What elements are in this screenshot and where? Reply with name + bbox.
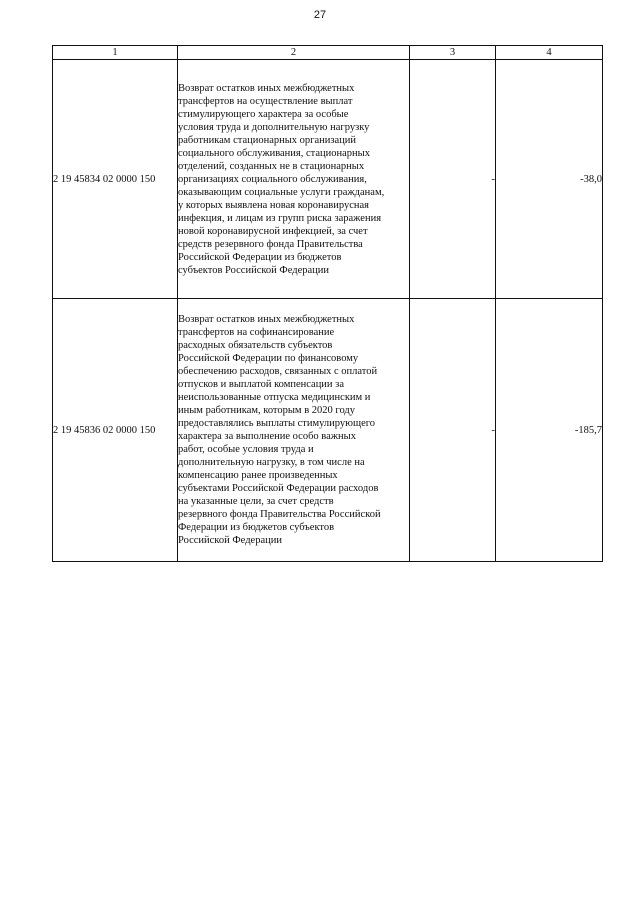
description-line: резервного фонда Правительства Российской bbox=[178, 509, 381, 520]
description-line: субъектами Российской Федерации расходов bbox=[178, 483, 379, 494]
description-line: расходных обязательств субъектов bbox=[178, 340, 333, 351]
description-line: дополнительную нагрузку, в том числе на bbox=[178, 457, 365, 468]
budget-table bbox=[52, 45, 603, 562]
description-line: неиспользованные отпуска медицинским и bbox=[178, 392, 371, 403]
description-line: трансфертов на софинансирование bbox=[178, 327, 335, 338]
header-row bbox=[53, 46, 603, 60]
description-line: Возврат остатков иных межбюджетных bbox=[178, 82, 355, 94]
budget-code: 2 19 45834 02 0000 150 bbox=[53, 60, 178, 299]
description-line: работ, особые условия труда и bbox=[178, 444, 314, 455]
description-line: Возврат остатков иных межбюджетных bbox=[178, 314, 355, 325]
description-line: инфекция, и лицам из групп риска заражения bbox=[178, 212, 382, 224]
column-3-value: - bbox=[410, 299, 496, 562]
budget-code: 2 19 45836 02 0000 150 bbox=[53, 299, 178, 562]
row-description bbox=[178, 299, 410, 562]
header-col-3: 3 bbox=[410, 46, 496, 60]
description-line: условия труда и дополнительную нагрузку bbox=[178, 121, 370, 133]
description-line: организациях социального обслуживания, bbox=[178, 173, 367, 185]
description-line: обеспечению расходов, связанных с оплатой bbox=[178, 366, 378, 377]
description-line: у которых выявлена новая коронавирусная bbox=[178, 199, 370, 211]
description-line: средств резервного фонда Правительства bbox=[178, 238, 363, 250]
description-line: трансфертов на осуществление выплат bbox=[178, 95, 353, 107]
description-line: отпусков и выплатой компенсации за bbox=[178, 379, 344, 390]
description-line: отделений, созданных не в стационарных bbox=[178, 160, 365, 172]
description-line: характера за выполнение особо важных bbox=[178, 431, 356, 442]
description-line: иным работникам, которым в 2020 году bbox=[178, 405, 355, 416]
page-number: 27 bbox=[313, 9, 327, 21]
description-line: стимулирующего характера за особые bbox=[178, 108, 349, 120]
description-line: Российской Федерации по финансовому bbox=[178, 353, 359, 364]
description-line: социального обслуживания, стационарных bbox=[178, 147, 370, 159]
row-description bbox=[178, 60, 410, 299]
table-row bbox=[53, 299, 603, 562]
description-line: компенсацию ранее произведенных bbox=[178, 470, 338, 481]
header-col-2: 2 bbox=[178, 46, 410, 60]
header-col-1: 1 bbox=[53, 46, 178, 60]
description-line: оказывающим социальные услуги гражданам, bbox=[178, 186, 385, 198]
column-3-value: - bbox=[410, 60, 496, 299]
description-line: предоставлялись выплаты стимулирующего bbox=[178, 418, 376, 429]
description-line: Российской Федерации из бюджетов bbox=[178, 251, 342, 263]
description-line: Федерации из бюджетов субъектов bbox=[178, 522, 335, 533]
description-line: Российской Федерации bbox=[178, 535, 282, 546]
table-row bbox=[53, 60, 603, 299]
description-line: работникам стационарных организаций bbox=[178, 134, 357, 146]
description-line: субъектов Российской Федерации bbox=[178, 264, 330, 276]
description-line: новой коронавирусной инфекцией, за счет bbox=[178, 225, 368, 237]
header-col-4: 4 bbox=[496, 46, 603, 60]
description-line: на указанные цели, за счет средств bbox=[178, 496, 334, 507]
amount-value: -185,7 bbox=[496, 299, 603, 562]
amount-value: -38,0 bbox=[496, 60, 603, 299]
